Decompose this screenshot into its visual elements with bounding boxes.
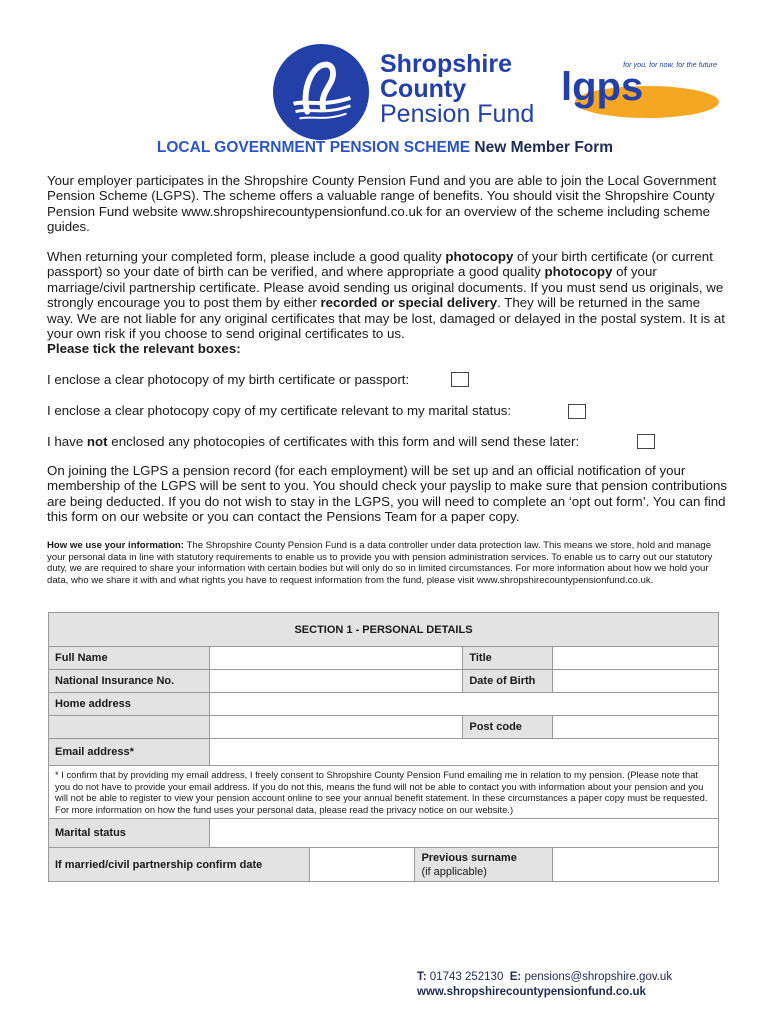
dob-label: Date of Birth — [463, 670, 553, 693]
tick-not-enclosed-pre: I have — [47, 434, 87, 449]
post-code-field[interactable] — [553, 716, 719, 739]
returning-text-4: . They will be returned in the same way. We are not liable for any original certificates that may be lost, damaged or delayed in the postal system. It is at your own risk if you choose to send original certificates to us. — [47, 295, 725, 342]
personal-details-table — [48, 612, 719, 882]
ni-number-label: National Insurance No. — [49, 670, 210, 693]
tick-birth-cert-label: I enclose a clear photocopy of my birth certificate or passport: — [47, 372, 410, 387]
email-label: Email address* — [49, 739, 210, 766]
tick-marital-cert-label: I enclose a clear photocopy copy of my certificate relevant to my marital status: — [47, 403, 512, 418]
footer-tel: 01743 252130 — [429, 971, 504, 983]
org-name-line1: Shropshire — [380, 50, 512, 78]
home-address-label-cont — [49, 716, 210, 739]
tick-heading: Please tick the relevant boxes: — [47, 341, 241, 357]
lgps-tagline: for you, for now, for the future — [623, 60, 717, 69]
shropshire-pension-fund-logo-icon — [272, 43, 370, 141]
home-address-field-2[interactable] — [209, 716, 463, 739]
returning-bold-3: recorded or special delivery — [320, 295, 498, 311]
tick-birth-cert-checkbox[interactable] — [451, 372, 469, 387]
previous-surname-field[interactable] — [553, 848, 719, 882]
previous-surname-label-text: Previous surname — [421, 851, 517, 864]
form-title-form: New Member Form — [474, 139, 614, 156]
lgps-logo — [555, 60, 720, 120]
returning-text-1: When returning your completed form, please include a good quality — [47, 249, 446, 264]
form-title — [0, 139, 770, 157]
ni-number-field[interactable] — [209, 670, 463, 693]
returning-text-2: of your birth certificate (or current passport) so your date of birth can be verified, and where appropriate a good quality — [47, 249, 713, 280]
home-address-label: Home address — [49, 693, 210, 716]
marital-status-label: Marital status — [49, 819, 210, 848]
home-address-field[interactable] — [209, 693, 718, 716]
married-confirm-label: If married/civil partnership confirm date — [49, 848, 310, 882]
joining-paragraph: On joining the LGPS a pension record (for each employment) will be set up and an official notification of your membership of the LGPS will be sent to you. You should check your payslip to make sure that pension contributions are being deducted. If you do not wish to stay in the LGPS, you will need to complete an ‘opt out form’. You can find this form on our website or you can contact the Pensions Team for a paper copy. — [47, 463, 728, 525]
form-title-scheme: LOCAL GOVERNMENT PENSION SCHEME — [156, 139, 471, 156]
marital-status-field[interactable] — [209, 819, 718, 848]
footer-contact — [417, 970, 672, 1000]
returning-paragraph — [47, 249, 727, 357]
tick-marital-cert-checkbox[interactable] — [568, 404, 586, 419]
full-name-field[interactable] — [209, 647, 463, 670]
section1-heading: SECTION 1 - PERSONAL DETAILS — [49, 613, 719, 647]
tick-not-enclosed-bold: not — [86, 434, 108, 449]
footer-email-label: E: — [509, 971, 522, 983]
footer-phone-email-line — [417, 970, 672, 985]
intro-paragraph: Your employer participates in the Shropshire County Pension Fund and you are able to join the Local Government Pension Scheme (LGPS). The scheme offers a valuable range of benefits. You should visit the Shropshire County Pension Fund website www.shropshirecountypensionfund.co.uk for an overview of the scheme including scheme guides. — [47, 173, 717, 235]
lgps-wordmark: lgps — [561, 65, 644, 109]
email-field[interactable] — [209, 739, 718, 766]
full-name-label: Full Name — [49, 647, 210, 670]
dob-field[interactable] — [553, 670, 719, 693]
married-confirm-field[interactable] — [309, 848, 415, 882]
org-name-line3: Pension Fund — [380, 100, 535, 128]
footer-tel-label: T: — [417, 971, 427, 983]
privacy-heading: How we use your information: — [47, 540, 184, 551]
post-code-label: Post code — [463, 716, 553, 739]
previous-surname-label — [415, 848, 553, 882]
returning-bold-2: photocopy — [544, 264, 613, 280]
footer-email-link[interactable]: pensions@shropshire.gov.uk — [524, 971, 673, 983]
title-label: Title — [463, 647, 553, 670]
footer-website-link[interactable]: www.shropshirecountypensionfund.co.uk — [417, 986, 646, 998]
privacy-body: The Shropshire County Pension Fund is a data controller under data protection law. This means we store, hold and manage your personal data in line with statutory requirements to enable us to provide you with pension administration services. To enable us to carry out our statutory duty, we are required to share your information with certain bodies but will only do so in limited circumstances. For more information about how we hold your data, who we share it with and what rights you have to request information from the fund, please visit www.shropshirecountypensionfund.co.uk. — [47, 540, 713, 586]
previous-surname-note: (if applicable) — [421, 865, 487, 878]
tick-not-enclosed-label — [47, 434, 579, 449]
privacy-paragraph — [47, 540, 727, 586]
tick-not-enclosed-checkbox[interactable] — [637, 434, 655, 449]
returning-bold-1: photocopy — [445, 249, 514, 264]
org-name-line2: County — [380, 75, 467, 103]
title-field[interactable] — [553, 647, 719, 670]
email-consent-note: * I confirm that by providing my email address, I freely consent to Shropshire County Pension Fund emailing me in relation to my pension. (Please note that you do not have to provide your email address. If you do not this, means the fund will not be able to contact you with information about your pension and you will not be able to register to view your pension account online to see your annual benefit statement. In these circumstances a paper copy must be requested. For more information on how the fund uses your personal data, please read the privacy notice on our website.) — [49, 766, 719, 819]
tick-not-enclosed-post: enclosed any photocopies of certificates with this form and will send these later: — [107, 434, 580, 449]
org-name — [380, 52, 534, 127]
returning-text-3: of your marriage/civil partnership certificate. Please avoid sending us original documents. If you must send us originals, we strongly encourage you to post them by either — [47, 264, 724, 311]
